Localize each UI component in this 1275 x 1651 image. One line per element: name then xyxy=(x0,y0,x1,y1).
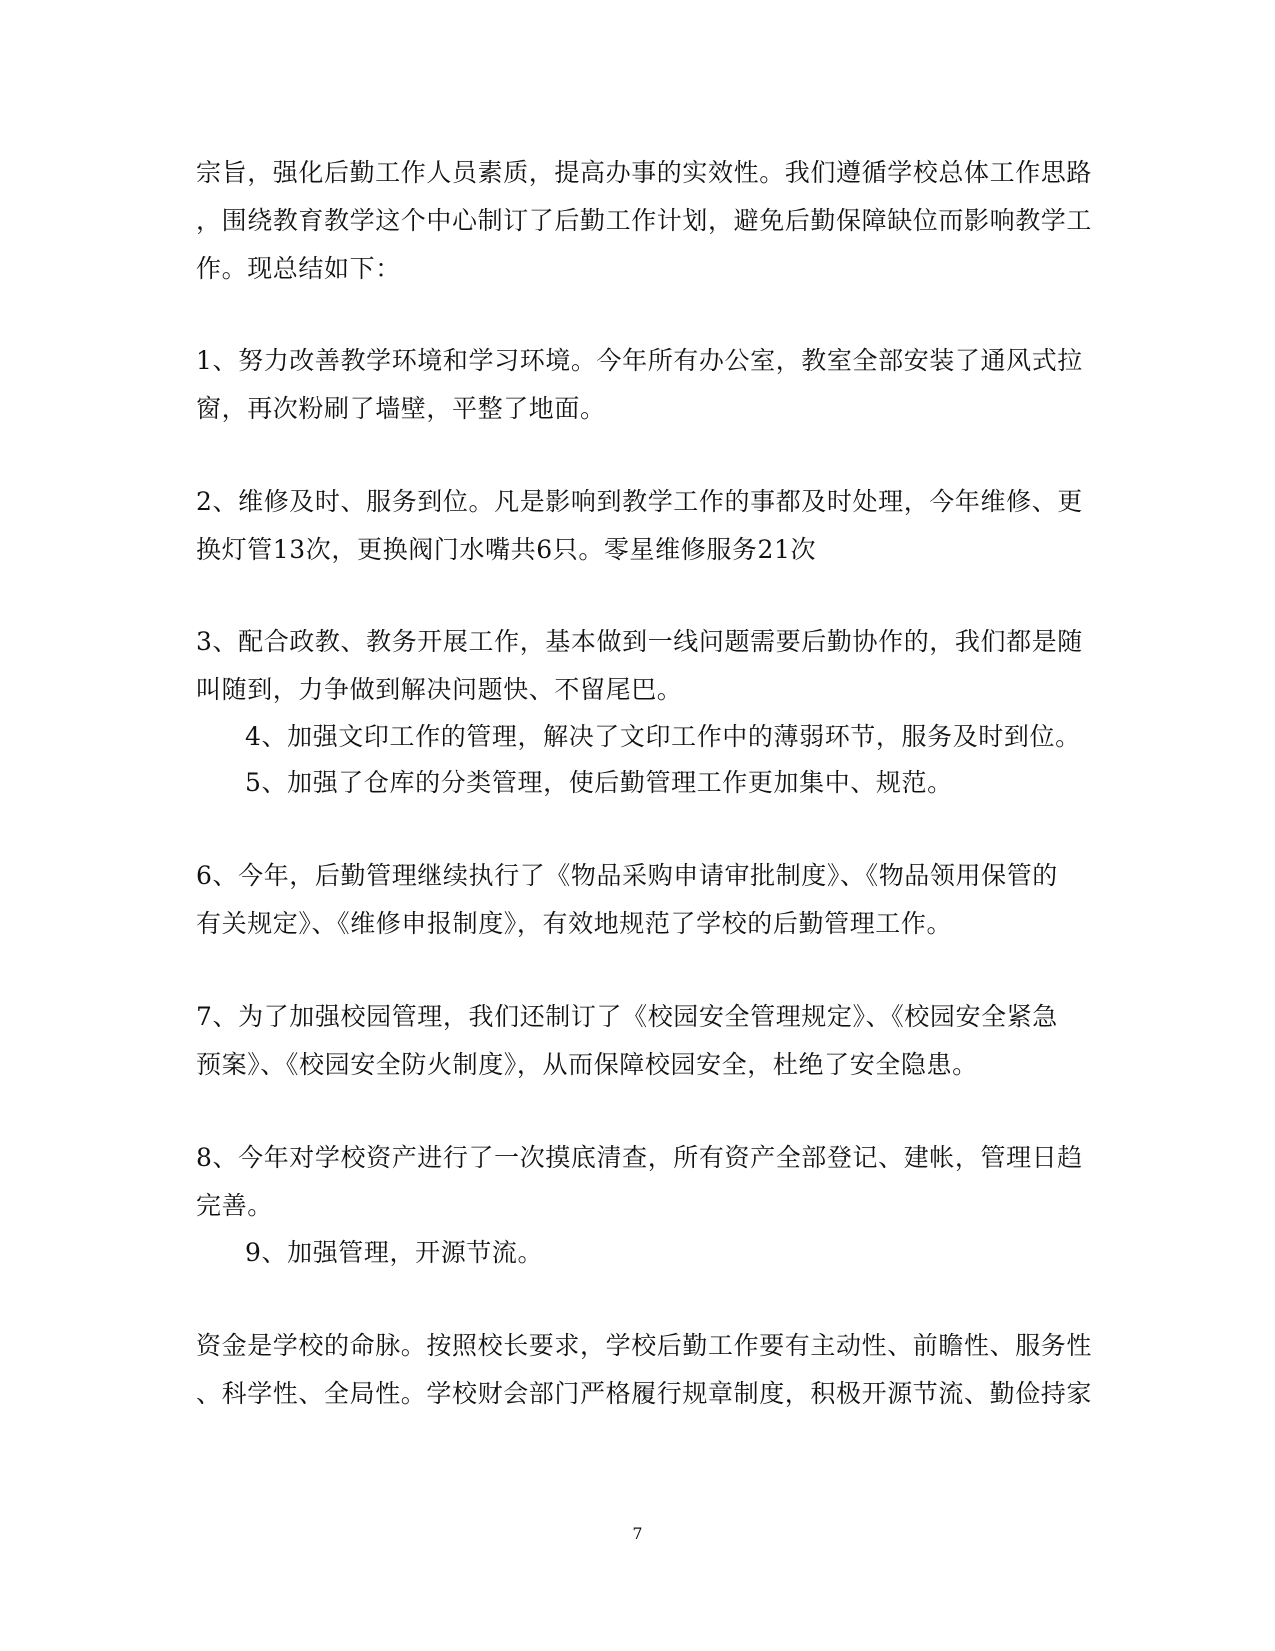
text-line: 2、维修及时、服务到位。凡是影响到教学工作的事都及时处理，今年维修、更 xyxy=(196,487,1083,516)
text-line: 、科学性、全局性。学校财会部门严格履行规章制度，积极开源节流、勤俭持家 xyxy=(196,1379,1093,1408)
text-line: 1、努力改善教学环境和学习环境。今年所有办公室，教室全部安装了通风式拉 xyxy=(196,346,1083,375)
text-line: 7、为了加强校园管理，我们还制订了《校园安全管理规定》、《校园安全紧急 xyxy=(196,1002,1058,1031)
text-line: 作。现总结如下： xyxy=(196,254,401,283)
text-line: 8、今年对学校资产进行了一次摸底清查，所有资产全部登记、建帐，管理日趋 xyxy=(196,1143,1083,1172)
text-line: 完善。 xyxy=(196,1191,273,1220)
text-line: 9、加强管理，开源节流。 xyxy=(245,1238,544,1267)
text-line: ，围绕教育教学这个中心制订了后勤工作计划，避免后勤保障缺位而影响教学工 xyxy=(196,206,1093,235)
text-line: 资金是学校的命脉。按照校长要求，学校后勤工作要有主动性、前瞻性、服务性 xyxy=(196,1331,1093,1360)
text-line: 4、加强文印工作的管理，解决了文印工作中的薄弱环节，服务及时到位。 xyxy=(245,722,1081,751)
text-line: 3、配合政教、教务开展工作，基本做到一线问题需要后勤协作的，我们都是随 xyxy=(196,627,1083,656)
text-line: 窗，再次粉刷了墙壁，平整了地面。 xyxy=(196,394,606,423)
text-line: 叫随到，力争做到解决问题快、不留尾巴。 xyxy=(196,675,683,704)
text-line: 宗旨，强化后勤工作人员素质，提高办事的实效性。我们遵循学校总体工作思路 xyxy=(196,158,1093,187)
page-number: 7 xyxy=(632,1524,643,1543)
text-line: 5、加强了仓库的分类管理，使后勤管理工作更加集中、规范。 xyxy=(245,768,953,797)
text-line: 换灯管13次，更换阀门水嘴共6只。零星维修服务21次 xyxy=(196,535,817,564)
text-line: 有关规定》、《维修申报制度》，有效地规范了学校的后勤管理工作。 xyxy=(196,909,953,938)
text-line: 6、今年，后勤管理继续执行了《物品采购申请审批制度》、《物品领用保管的 xyxy=(196,861,1058,890)
text-line: 预案》、《校园安全防火制度》，从而保障校园安全，杜绝了安全隐患。 xyxy=(196,1050,978,1079)
